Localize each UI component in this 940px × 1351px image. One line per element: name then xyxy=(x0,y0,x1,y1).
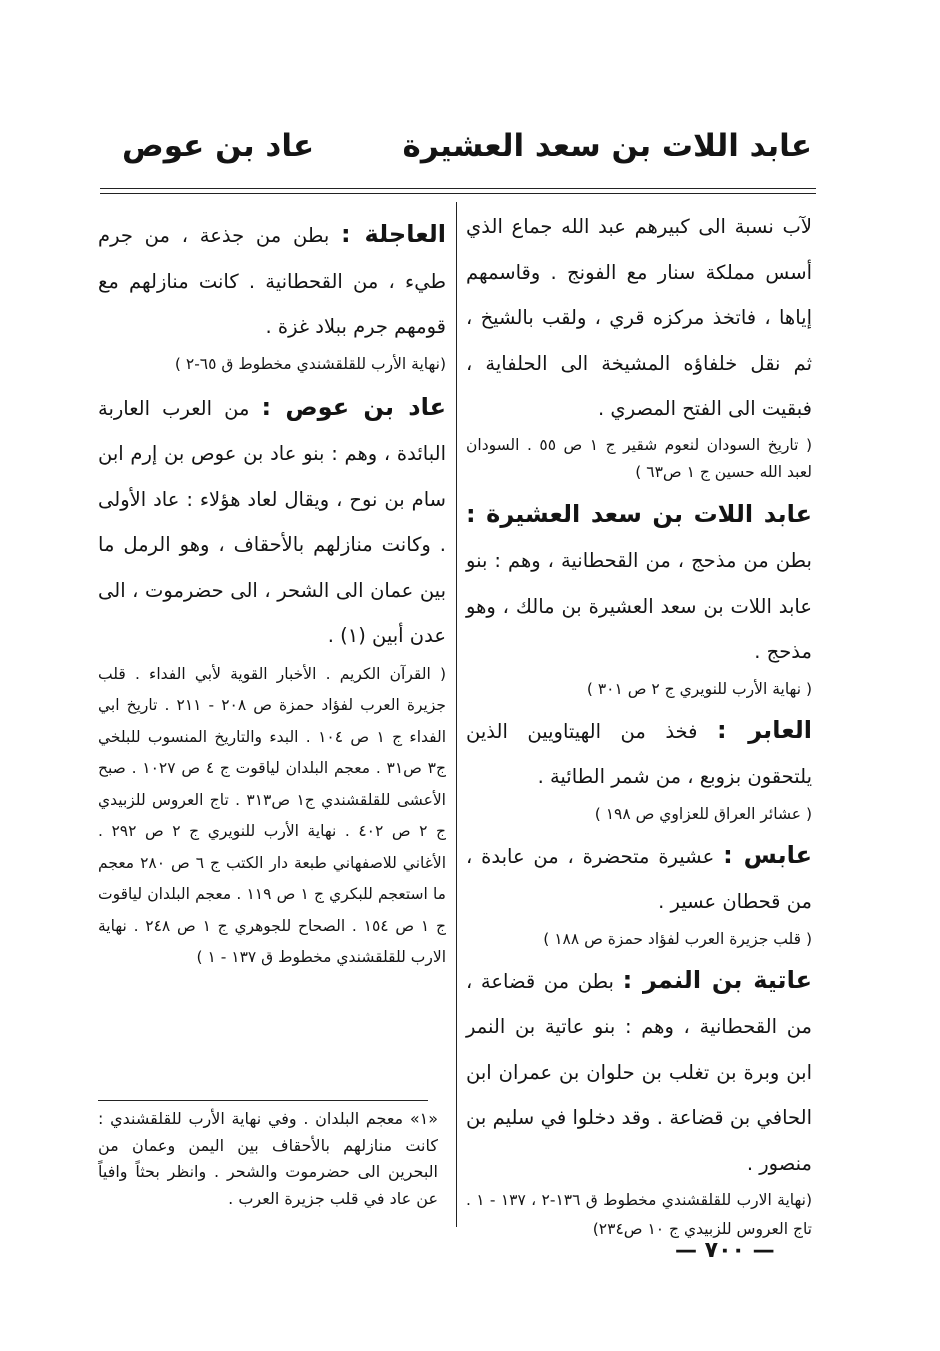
reference: ( تاريخ السودان لنعوم شقير ج ١ ص ٥٥ . السودان لعبد الله حسين ج ١ ص٦٣ ) xyxy=(466,435,813,481)
entry-body: بطن من مذحج ، من القحطانية ، وهم : بنو عابد اللات بن سعد العشيرة بن مالك ، وهو مذحج . xyxy=(466,549,812,663)
entry-heading: عاتية بن النمر : xyxy=(622,965,812,994)
footnote-rule xyxy=(98,1100,428,1101)
entry xyxy=(466,833,812,925)
reference: ( القرآن الكريم . الأخبار القوية لأبي الفداء . قلب جزيرة العرب لفؤاد حمزة ص ٢٠٨ - ٢١١ . تاريخ ابي الفداء ج ١ ص ١٠٤ . البدء والتاريخ المنسوب للبلخي ج٣ ص٣١ . معجم البلدان لياقوت ج ٤ ص ١٠٢٧ . صبح الأعشى للقلقشندي ج١ ص٣١٣ . تاج العروس للزبيدي ج ٢ ص ٤٠٢ . نهاية الأرب للنويري ج ٢ ص ٢٩٢ . الأغاني للاصفهاني طبعة دار الكتب ج ٦ ص ٢٨٠ معجم ما استعجم للبكري ج ١ ص ١١٩ . معجم البلدان لياقوت ج ١ ص ١٥٤ . الصحاح للجوهري ج ١ ص ٢٤٨ . نهاية الارب للقلقشندي مخطوط ق ١٣٧ - ١ ) xyxy=(98,664,447,966)
reference: (نهاية الأرب للقلقشندي مخطوط ق ٦٥-٢ ) xyxy=(174,354,446,373)
entry-heading: العاجلة : xyxy=(341,220,446,248)
reference: ( قلب جزيرة العرب لفؤاد حمزة ص ١٨٨ ) xyxy=(543,929,812,948)
header-rule-top xyxy=(100,188,816,189)
entry-body: فخذ من الهيتاويين الذين يلتحقون بزوبع ، من شمر الطائية . xyxy=(466,719,812,788)
entry-body: بطن من قضاعة ، من القحطانية ، وهم : بنو عاتية بن النمر ابن وبرة بن تغلب بن حلوان بن عمران ابن الحافي بن قضاعة . وقد دخلوا في سليم بن منصور . xyxy=(466,969,812,1175)
reference: ( نهاية الأرب للنويري ج ٢ ص ٣٠١ ) xyxy=(586,679,812,698)
continued-paragraph: لآب نسبة الى كبيرهم عبد الله جماع الذي أسس مملكة سنار مع الفونج . وقاسمهم إياها ، فاتخذ مركزه قري ، ولقب بالشيخ ، ثم نقل خلفاؤه المشيخة الى الحلفاية ، فبقيت الى الفتح المصري . xyxy=(466,215,812,420)
entry-heading: عابد اللات بن سعد العشيرة : xyxy=(466,499,812,528)
reference: (نهاية الارب للقلقشندي مخطوط ق ١٣٦-٢ ، ١٣٧ - ١ . تاج العروس للزبيدي ج ١٠ ص٢٣٤) xyxy=(466,1191,812,1238)
entry-heading: عاد بن عوص : xyxy=(261,392,446,421)
entry-body: من العرب العاربة البائدة ، وهم : بنو عاد بن عوص بن إرم ابن سام بن نوح ، ويقال لعاد هؤلاء : عاد الأولى . وكانت منازلهم بالأحقاف ، وهو الرمل ما بين عمان الى الشحر ، الى حضرموت ، الى عدن أبين (١) . xyxy=(98,396,446,647)
running-head-right: عابد اللات بن سعد العشيرة xyxy=(402,128,812,164)
header-rule-bottom xyxy=(100,193,816,194)
entry-body: بطن من جذعة ، من جرم طيء ، من القحطانية . كانت منازلهم مع قومهم جرم ببلاد غزة . xyxy=(98,224,446,338)
entry xyxy=(98,385,446,659)
left-column xyxy=(98,212,446,974)
entry-heading: عابس : xyxy=(723,840,812,869)
entry xyxy=(466,708,812,800)
entry xyxy=(466,492,812,675)
running-head-left: عاد بن عوص xyxy=(122,128,315,164)
column-divider xyxy=(456,202,457,1227)
entry-body: عشيرة متحضرة ، من عابدة ، من قحطان عسير . xyxy=(466,844,812,913)
page-number: — ٧٠٠ — xyxy=(675,1238,775,1263)
right-column xyxy=(466,204,812,1244)
entry xyxy=(466,958,812,1187)
entry xyxy=(98,212,446,350)
reference: ( عشائر العراق للعزاوي ص ١٩٨ ) xyxy=(594,804,812,823)
entry-heading: العابر : xyxy=(716,715,812,744)
footnote: «١» معجم البلدان . وفي نهاية الأرب للقلقشندي : كانت منازلهم بالأحقاف بين اليمن وعمان من البحرين الى حضرموت والشحر . وانظر بحثاً وافياً عن عاد في قلب جزيرة العرب . xyxy=(98,1109,438,1208)
